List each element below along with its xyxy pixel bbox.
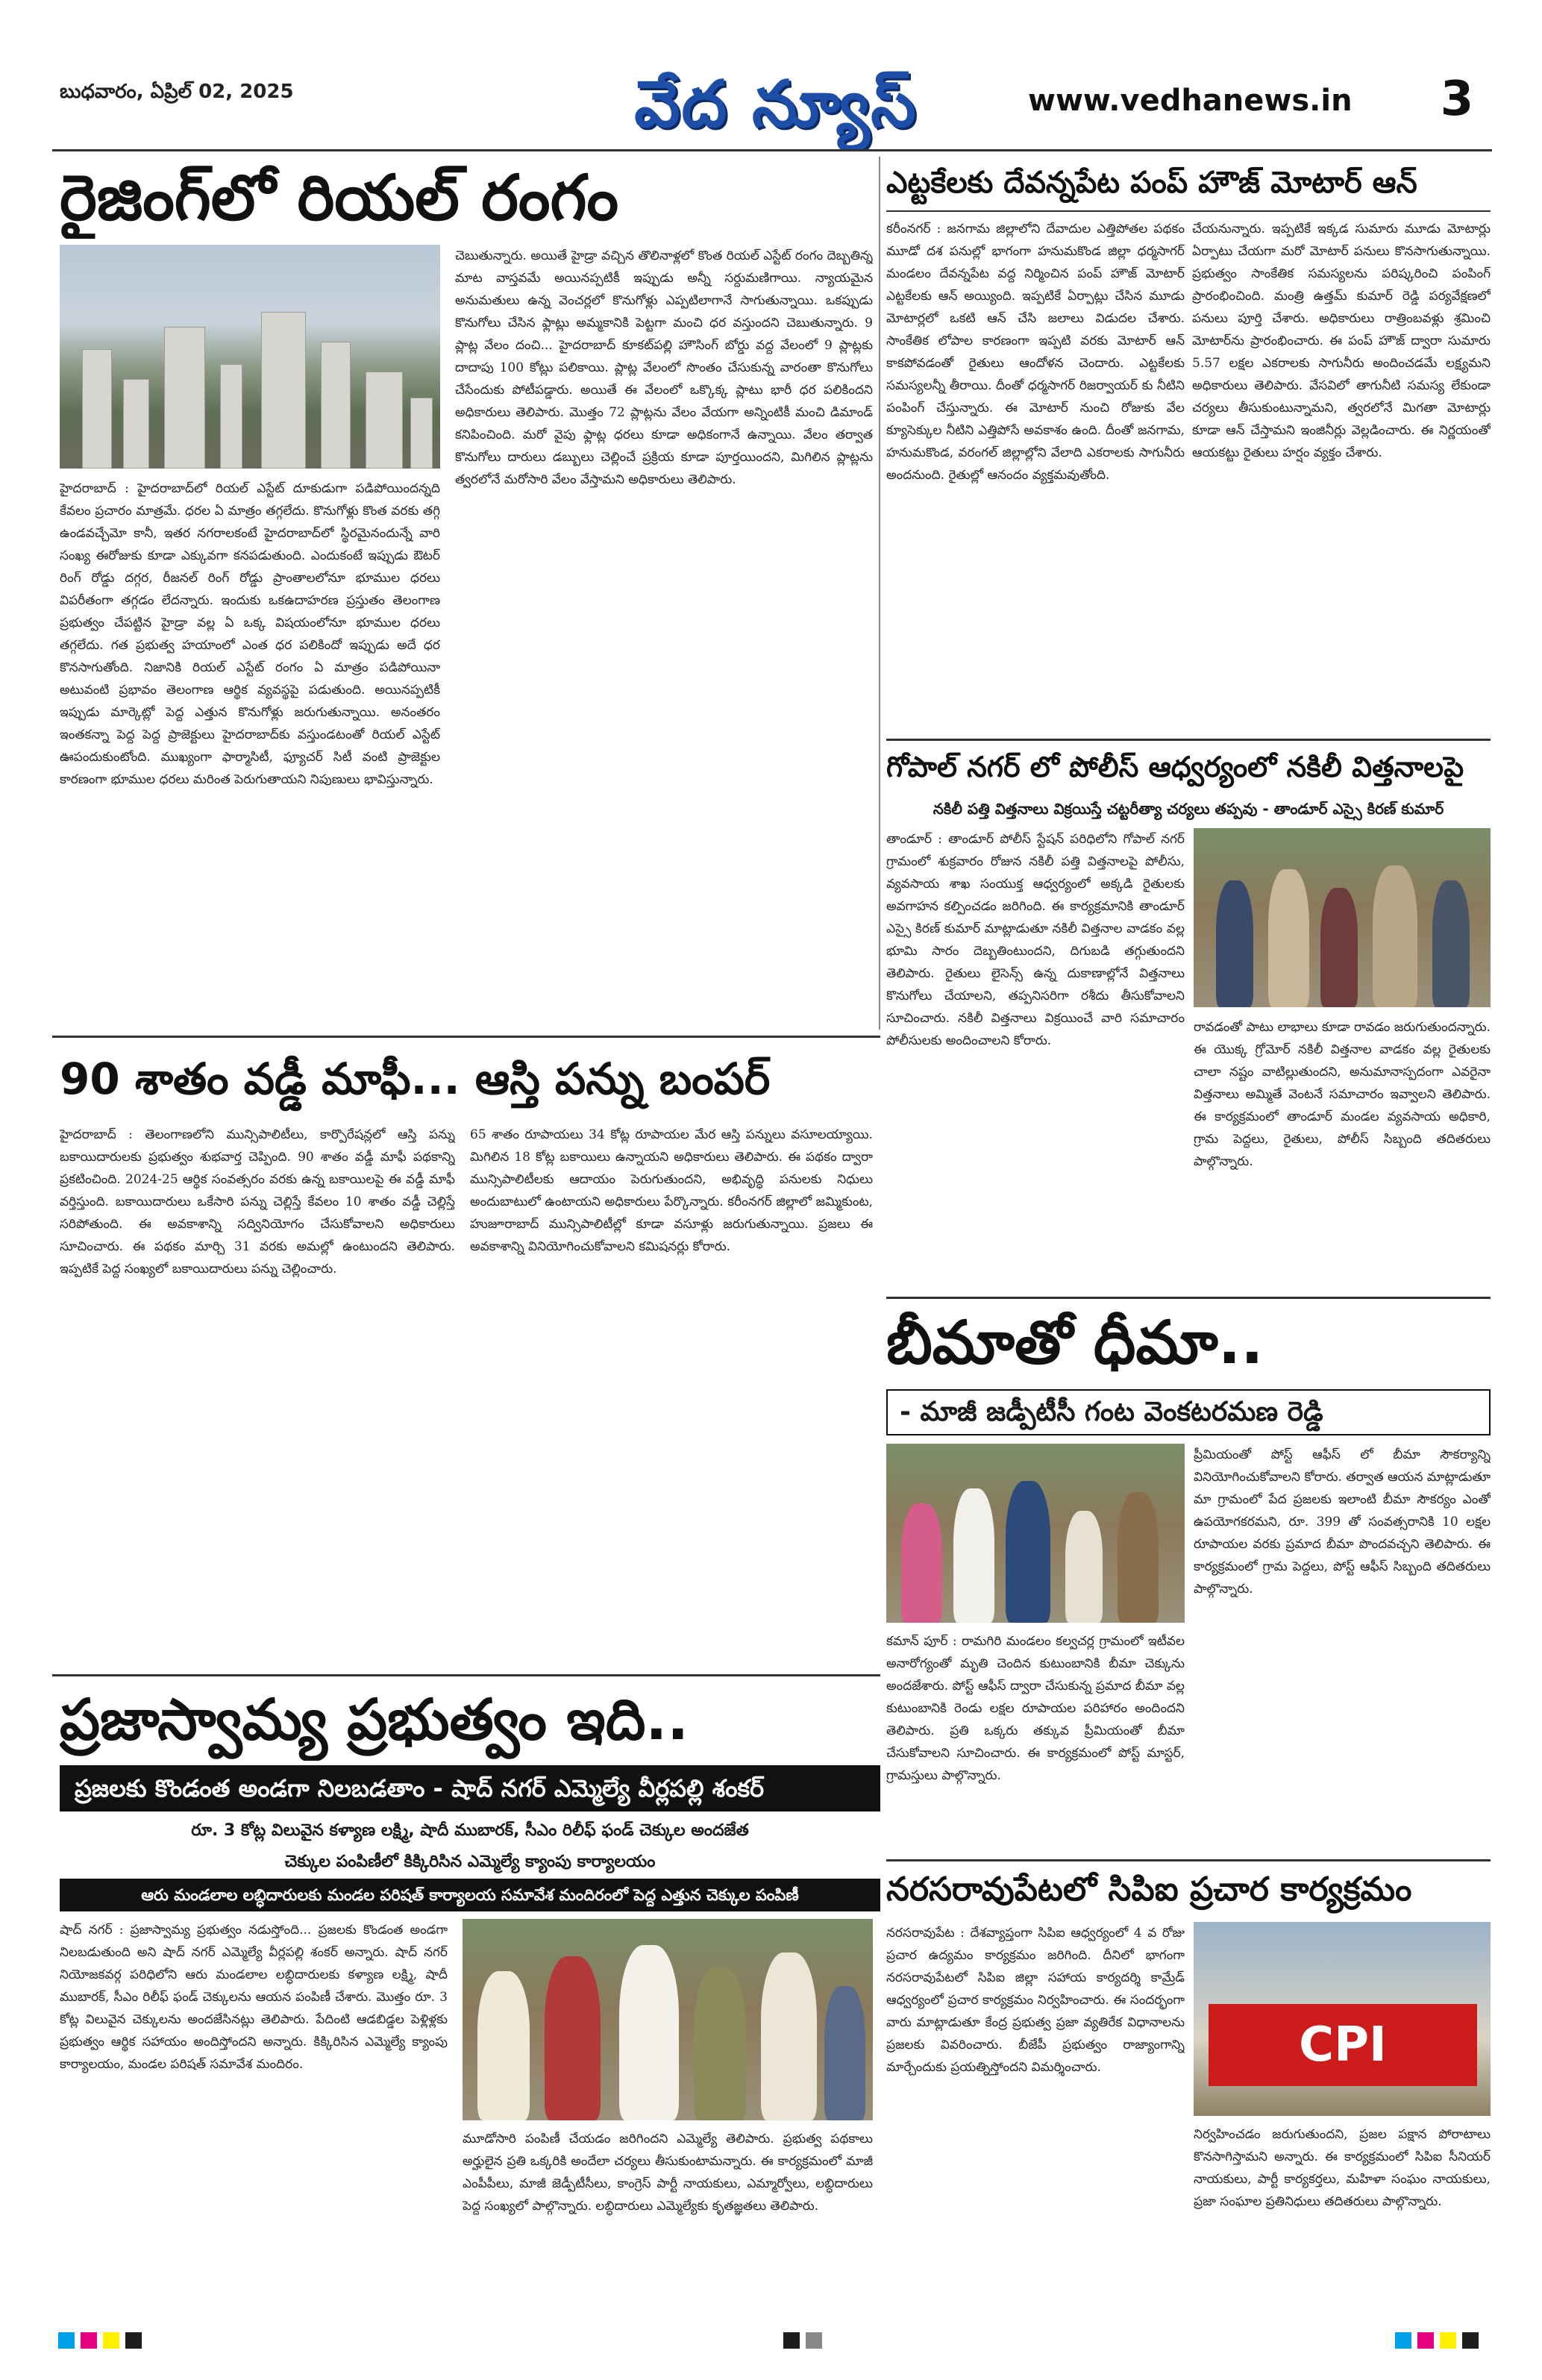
pump-house-headline: ఎట్టకేలకు దేవన్నపేట పంప్ హౌజ్ మోటార్ ఆన్ <box>886 166 1417 200</box>
cpi-rally-photo <box>1194 1922 1491 2116</box>
cpi-banner-text: CPI <box>1299 2017 1387 2073</box>
section-rule <box>886 739 1491 741</box>
color-swatch <box>103 2332 119 2349</box>
gopalnagar-body-right: రావడంతో పాటు లాభాలు కూడా రావడం జరుగుతుందన్నారు. ఈ యొక్క గ్రోమోర్ నకిలీ విత్తనాల వాడకం వల్ల రైతులకు చాలా నష్టం వాటిల్లుతుందని, అనుమానాస్పదంగా ఎవరైనా విత్తనాలు అమ్మితే వెంటనే సమాచారం ఇవ్వాలని తెలిపారు. ఈ కార్యక్రమంలో తాండూర్ మండల వ్యవసాయ అధికారి, గ్రామ పెద్దలు, రైతులు, పోలీస్ సిబ్బంది తదితరులు పాల్గొన్నారు. <box>1194 1020 1491 1169</box>
page-number: 3 <box>1440 72 1474 127</box>
print-color-bar <box>52 2326 1492 2356</box>
cheque-distribution-photo <box>463 1919 873 2120</box>
section-rule <box>886 1859 1491 1861</box>
section-rule <box>886 210 1491 212</box>
bima-body-left: కమాన్ పూర్ : రామగిరి మండలం కల్వచర్ల గ్రామంలో ఇటీవల అనారోగ్యంతో మృతి చెందిన కుటుంబానికి బీమా చెక్కును అందజేశారు. పోస్ట్ ఆఫీస్ ద్వారా చేసుకున్న ప్రమాద బీమా వల్ల కుటుంబానికి రెండు లక్షల రూపాయల పరిహారం అందిందని తెలిపారు. ప్రతి ఒక్కరు తక్కువ ప్రీమియంతో బీమా చేసుకోవాలని సూచించారు. ఈ కార్యక్రమంలో పోస్ట్ మాస్టర్, గ్రామస్తులు పాల్గొన్నారు. <box>886 1634 1185 1783</box>
democracy-headline: ప్రజాస్వామ్య ప్రభుత్వం ఇది.. <box>60 1686 689 1753</box>
color-swatch <box>58 2332 75 2349</box>
police-awareness-photo <box>1194 828 1491 1007</box>
cpi-body-right: నిర్వహించడం జరుగుతుందని, ప్రజల పక్షాన పోరాటాలు కొనసాగిస్తామని అన్నారు. ఈ కార్యక్రమంలో సిపిఐ సీనియర్ నాయకులు, పార్టీ కార్యకర్తలు, మహిళా సంఘం నాయకులు, ప్రజా సంఘాల ప్రతినిధులు తదితరులు పాల్గొన్నారు. <box>1194 2127 1491 2209</box>
real-estate-headline: రైజింగ్‌లో రియల్ రంగం <box>60 161 619 234</box>
democracy-subline-1: రూ. 3 కోట్ల విలువైన కళ్యాణ లక్ష్మి, షాదీ ముబారక్, సీఎం రిలీఫ్ ఫండ్ చెక్కుల అందజేత <box>191 1821 749 1840</box>
gopalnagar-headline: గోపాల్ నగర్ లో పోలీస్ ఆధ్వర్యంలో నకిలీ విత్తనాలపై <box>886 751 1464 783</box>
section-rule <box>52 1036 880 1038</box>
section-rule <box>52 1674 880 1676</box>
interest-waiver-body-left: హైదరాబాద్ : తెలంగాణలోని మున్సిపాలిటీలు, కార్పొరేషన్లలో ఆస్తి పన్ను బకాయిదారులకు ప్రభుత్వం శుభవార్త చెప్పింది. 90 శాతం వడ్డీ మాఫీ పథకాన్ని ప్రకటించింది. 2024-25 ఆర్థిక సంవత్సరం వరకు ఉన్న బకాయిలపై ఈ వడ్డీ మాఫీ వర్తిస్తుంది. బకాయిదారులు ఒకేసారి పన్ను చెల్లిస్తే కేవలం 10 శాతం వడ్డీ చెల్లిస్తే సరిపోతుంది. ఈ అవకాశాన్ని సద్వినియోగం చేసుకోవాలని అధికారులు సూచించారు. ఈ పథకం మార్చి 31 వరకు అమల్లో ఉంటుందని తెలిపారు. ఇప్పటికే పెద్ద సంఖ్యలో బకాయిదారులు పన్ను చెల్లించారు. <box>60 1127 455 1277</box>
bima-subheadline: - మాజీ జడ్పీటీసీ గంట వెంకటరమణ రెడ్డి <box>886 1389 1491 1435</box>
pump-house-body-right: చేయనున్నారు. ఇప్పటికే ఇక్కడ సుమారు మూడు మోటార్లు ఏర్పాటు చేయగా మరో మోటార్ పనులు కొనసాగుతున్నాయి. ప్రభుత్వం సాంకేతిక సమస్యలను పరిష్కరించి పంపింగ్ ప్రారంభించింది. మంత్రి ఉత్తమ్ కుమార్ రెడ్డి పర్యవేక్షణలో పనులు పూర్తి చేశారు. అధికారులు రాత్రింబవళ్లు శ్రమించి మోటార్‌ను ప్రారంభించారు. ఈ పంప్ హౌజ్ ద్వారా సుమారు 5.57 లక్షల ఎకరాలకు సాగునీరు అందించడమే లక్ష్యమని అధికారులు తెలిపారు. వేసవిలో తాగునీటి సమస్య లేకుండా చర్యలు తీసుకుంటున్నామని, త్వరలోనే మిగతా మోటార్లు కూడా ఆన్ చేస్తామని ఇంజినీర్లు వెల్లడించారు. ఈ నిర్ణయంతో ఆయకట్టు రైతులు హర్షం వ్యక్తం చేశారు. <box>1192 222 1491 460</box>
color-swatch <box>1440 2332 1456 2349</box>
democracy-body-right: మూడోసారి పంపిణీ చేయడం జరిగిందని ఎమ్మెల్యే తెలిపారు. ప్రభుత్వ పథకాలు అర్హులైన ప్రతి ఒక్కరికి అందేలా చర్యలు తీసుకుంటామన్నారు. ఈ కార్యక్రమంలో మాజీ ఎంపీపీలు, మాజీ జెడ్పీటీసీలు, కాంగ్రెస్ పార్టీ నాయకులు, ఎమ్మార్వోలు, లబ్ధిదారులు పెద్ద సంఖ్యలో పాల్గొన్నారు. లబ్ధిదారులు ఎమ్మెల్యేకు కృతజ్ఞతలు తెలిపారు. <box>463 2132 873 2214</box>
color-swatch <box>1395 2332 1411 2349</box>
column-divider <box>879 157 880 1030</box>
website-url[interactable]: www.vedhanews.in <box>1028 84 1353 118</box>
pump-house-body-left: కరీంనగర్ : జనగామ జిల్లాలోని దేవాదుల ఎత్తిపోతల పథకం మూడో దశ పనుల్లో భాగంగా హనుమకొండ జిల్లా ధర్మసాగర్ మండలం దేవన్నపేట వద్ద నిర్మించిన పంప్ హౌజ్ మోటార్ ఎట్టకేలకు ఆన్ అయ్యింది. ఇప్పటికే ఏర్పాట్లు చేసిన మూడు మోటార్లలో ఒకటి ఆన్ చేసి జలాలు విడుదల చేశారు. సాంకేతిక లోపాల కారణంగా ఇప్పటి వరకు మోటార్ ఆన్ కాకపోవడంతో రైతులు ఆందోళన చెందారు. ఎట్టకేలకు సమస్యలన్నీ తీరాయి. దీంతో ధర్మసాగర్ రిజర్వాయర్ కు నీటిని పంపింగ్ చేస్తున్నారు. ఈ మోటార్ నుంచి రోజుకు వేల క్యూసెక్కుల నీటిని ఎత్తిపోసే అవకాశం ఉంది. దీంతో జనగామ, హనుమకొండ, వరంగల్ జిల్లాల్లోని వేలాది ఎకరాలకు సాగునీరు అందనుంది. రైతుల్లో ఆనందం వ్యక్తమవుతోంది. <box>886 222 1185 483</box>
cpi-body-left: నరసరావుపేట : దేశవ్యాప్తంగా సిపిఐ ఆధ్వర్యంలో 4 వ రోజు ప్రచార ఉద్యమం కార్యక్రమం జరిగింది. దీనిలో భాగంగా నరసరావుపేటలో సిపిఐ జిల్లా సహాయ కార్యదర్శి కామ్రేడ్ ఆధ్వర్యంలో ప్రచార కార్యక్రమం నిర్వహించారు. ఈ సందర్భంగా వారు మాట్లాడుతూ కేంద్ర ప్రభుత్వ ప్రజా వ్యతిరేక విధానాలను ప్రజలకు వివరించారు. బీజేపీ ప్రభుత్వం రాజ్యాంగాన్ని మార్చేందుకు ప్రయత్నిస్తోందని విమర్శించారు. <box>886 1926 1185 2075</box>
color-swatch <box>125 2332 142 2349</box>
masthead-rule <box>52 149 1492 151</box>
newspaper-masthead: వేద న్యూస్ <box>634 67 918 142</box>
interest-waiver-headline: 90 శాతం వడ్డీ మాఫీ... ఆస్తి పన్ను బంపర్ <box>60 1053 771 1104</box>
color-swatch <box>1462 2332 1479 2349</box>
bima-cheque-photo <box>886 1444 1185 1623</box>
color-swatch <box>81 2332 97 2349</box>
interest-waiver-body-right: 65 శాతం రూపాయలు 34 కోట్ల రూపాయల మేర ఆస్తి పన్నులు వసూలయ్యాయి. మిగిలిన 18 కోట్ల బకాయిలు ఉన్నాయని అధికారులు తెలిపారు. ఈ పథకం ద్వారా మున్సిపాలిటీలకు ఆదాయం పెరుగుతుందని, అభివృద్ధి పనులకు నిధులు అందుబాటులో ఉంటాయని అధికారులు పేర్కొన్నారు. కరీంనగర్ జిల్లాలో జమ్మికుంట, హుజూరాబాద్ మున్సిపాలిటీల్లో కూడా వసూళ్లు జరుగుతున్నాయి. ప్రజలు ఈ అవకాశాన్ని వినియోగించుకోవాలని కమిషనర్లు కోరారు. <box>470 1127 873 1254</box>
gopalnagar-subheadline: నకిలీ పత్తి విత్తనాలు విక్రయిస్తే చట్టరీత్యా చర్యలు తప్పవు - తాండూర్ ఎస్సై కిరణ్ కుమార్ <box>933 800 1444 818</box>
democracy-subline-2: చెక్కుల పంపిణీలో కిక్కిరిసిన ఎమ్మెల్యే క్యాంపు కార్యాలయం <box>284 1853 656 1871</box>
cpi-headline: నరసరావుపేటలో సిపిఐ ప్రచార కార్యక్రమం <box>886 1870 1412 1908</box>
color-swatch <box>783 2332 800 2349</box>
edition-date: బుధవారం, ఏప్రిల్ 02, 2025 <box>60 81 294 103</box>
democracy-body-left: షాద్ నగర్ : ప్రజాస్వామ్య ప్రభుత్వం నడుస్తోంది... ప్రజలకు కొండంత అండగా నిలబడుతుంది అని షాద్ నగర్ ఎమ్మెల్యే వీర్లపల్లి శంకర్ అన్నారు. షాద్ నగర్ నియోజకవర్గ పరిధిలోని ఆరు మండలాల లబ్ధిదారులకు కళ్యాణ లక్ష్మి, షాదీ ముబారక్, సీఎం రిలీఫ్ ఫండ్ చెక్కులను ఆయన పంపిణీ చేశారు. మొత్తం రూ. 3 కోట్ల విలువైన చెక్కులను అందజేసినట్లు తెలిపారు. పేదింటి ఆడబిడ్డల పెళ్లిళ్లకు ప్రభుత్వం ఆర్థిక సహాయం అందిస్తోందని అన్నారు. కిక్కిరిసిన ఎమ్మెల్యే క్యాంపు కార్యాలయం, మండల పరిషత్ సమావేశ మందిరం. <box>60 1923 448 2072</box>
real-estate-body-right: చెబుతున్నారు. అయితే హైడ్రా వచ్చిన తొలినాళ్లలో కొంత రియల్ ఎస్టేట్ రంగం దెబ్బతిన్న మాట వాస్తవమే అయినప్పటికీ ఇప్పుడు అన్నీ సర్దుమణిగాయి. న్యాయమైన అనుమతులు ఉన్న వెంచర్లలో కొనుగోళ్లు ఎప్పటిలాగానే సాగుతున్నాయి. ఒకప్పుడు కొనుగోలు చేసిన ఫ్లాట్లు అమ్మకానికి పెట్టగా మంచి ధర వస్తుందని చెబుతున్నారు. 9 ప్లాట్ల వేలం దంచి... హైదరాబాద్ కూకట్‌పల్లి హౌసింగ్ బోర్డు వద్ద వేలంలో 9 ప్లాట్లకు దాదాపు 100 కోట్లు పలికాయి. ప్లాట్ల వేలంలో సొంతం చేసుకున్న వారంతా కొనుగోలు చేసేందుకు పోటీపడ్డారు. అయితే ఈ వేలంలో ఒక్కొక్క ప్లాటు భారీ ధర పలికిందని అధికారులు తెలిపారు. మొత్తం 72 ప్లాట్లను వేలం వేయగా అన్నింటికీ మంచి డిమాండ్ కనిపించింది. మరో వైపు ఫ్లాట్ల ధరలు కూడా అధికంగానే ఉన్నాయి. వేలం తర్వాత కొనుగోలు దారులు డబ్బులు చెల్లించే ప్రక్రియ కూడా పూర్తయిందని, మిగిలిన ప్లాట్లను త్వరలోనే మరోసారి వేలం వేస్తామని అధికారులు తెలిపారు. <box>455 248 873 487</box>
gopalnagar-body-left: తాండూర్ : తాండూర్ పోలీస్ స్టేషన్ పరిధిలోని గోపాల్ నగర్ గ్రామంలో శుక్రవారం రోజున నకిలీ పత్తి విత్తనాలపై పోలీసు, వ్యవసాయ శాఖ సంయుక్త ఆధ్వర్యంలో అక్కడి రైతులకు అవగాహన కల్పించడం జరిగింది. ఈ కార్యక్రమానికి తాండూర్ ఎస్సై కిరణ్ కుమార్ మాట్లాడుతూ నకిలీ విత్తనాల వాడకం వల్ల భూమి సారం దెబ్బతింటుందని, దిగుబడి తగ్గుతుందని తెలిపారు. రైతులు లైసెన్స్ ఉన్న దుకాణాల్లోనే విత్తనాలు కొనుగోలు చేయాలని, తప్పనిసరిగా రశీదు తీసుకోవాలని సూచించారు. నకిలీ విత్తనాలు విక్రయించే వారి సమాచారం పోలీసులకు అందించాలని కోరారు. <box>886 832 1185 1048</box>
color-swatch <box>1417 2332 1434 2349</box>
bima-body-right: ప్రీమియంతో పోస్ట్ ఆఫీస్ లో బీమా సౌకర్యాన్ని వినియోగించుకోవాలని కోరారు. తర్వాత ఆయన మాట్లాడుతూ మా గ్రామంలో పేద ప్రజలకు ఇలాంటి బీమా సౌకర్యం ఎంతో ఉపయోగకరమని, రూ. 399 తో సంవత్సరానికి 10 లక్షల రూపాయల వరకు ప్రమాద బీమా పొందవచ్చని తెలిపారు. ఈ కార్యక్రమంలో గ్రామ పెద్దలు, పోస్ట్ ఆఫీస్ సిబ్బంది తదితరులు పాల్గొన్నారు. <box>1194 1447 1491 1597</box>
real-estate-body-left: హైదరాబాద్ : హైదరాబాద్‌లో రియల్ ఎస్టేట్ దూకుడుగా పడిపోయిందన్నది కేవలం ప్రచారం మాత్రమే. ధరల ఏ మాత్రం తగ్గలేదు. కొనుగోళ్లు కొంత వరకు తగ్గి ఉండవచ్చేమో కానీ, ఇతర నగరాలకంటే హైదరాబాద్‌లో స్థిరమైనందున్నే వారి సంఖ్య ఈరోజుకు కూడా ఎక్కువగా కనపడుతుంది. ఎందుకంటే ఇప్పుడు ఔటర్ రింగ్ రోడ్డు దగ్గర, రీజనల్ రింగ్ రోడ్డు ప్రాంతాలలోనూ భూముల ధరలు విపరీతంగా తగ్గడం లేదన్నారు. ఇందుకు ఒకఉదాహరణ ప్రస్తుతం తెలంగాణ ప్రభుత్వం చేపట్టిన హైడ్రా వల్ల ఏ ఒక్క విషయంలోనూ భూముల ధరలు తగ్గలేదు. గత ప్రభుత్వ హయాంలో ఎంత ధర పలికిందో ఇప్పుడు అదే ధర కొనసాగుతోంది. నిజానికి రియల్ ఎస్టేట్ రంగం ఏ మాత్రం పడిపోయినా అటువంటి ప్రభావం తెలంగాణ ఆర్థిక వ్యవస్థపై పడుతుంది. అయినప్పటికీ ఇప్పుడు మార్కెట్లో పెద్ద ఎత్తున కొనుగోళ్లు జరుగుతున్నాయి. అనంతరం ఇంతకన్నా పెద్ద పెద్ద ప్రాజెక్టులు హైదరాబాద్‌కు వస్తుండటంతో రియల్ ఎస్టేట్ ఊపందుకుంటోంది. ముఖ్యంగా ఫార్మాసిటీ, ఫ్యూచర్ సిటీ వంటి ప్రాజెక్టుల కారణంగా భూముల ధరలు మరింత పెరుగుతాయని నిపుణులు భావిస్తున్నారు. <box>60 481 440 787</box>
bima-headline: బీమాతో ధీమా.. <box>886 1308 1264 1377</box>
democracy-subline-3: ఆరు మండలాల లబ్ధిదారులకు మండల పరిషత్ కార్యాలయ సమావేశ మందిరంలో పెద్ద ఎత్తున చెక్కుల పంపిణీ <box>60 1879 880 1911</box>
color-swatch <box>806 2332 822 2349</box>
democracy-banner: ప్రజలకు కొండంత అండగా నిలబడతాం - షాద్ నగర్ ఎమ్మెల్యే వీర్లపల్లి శంకర్ <box>60 1765 880 1811</box>
city-skyline-photo <box>60 245 440 469</box>
section-rule <box>886 1297 1491 1299</box>
cpi-banner <box>1209 2004 1477 2086</box>
